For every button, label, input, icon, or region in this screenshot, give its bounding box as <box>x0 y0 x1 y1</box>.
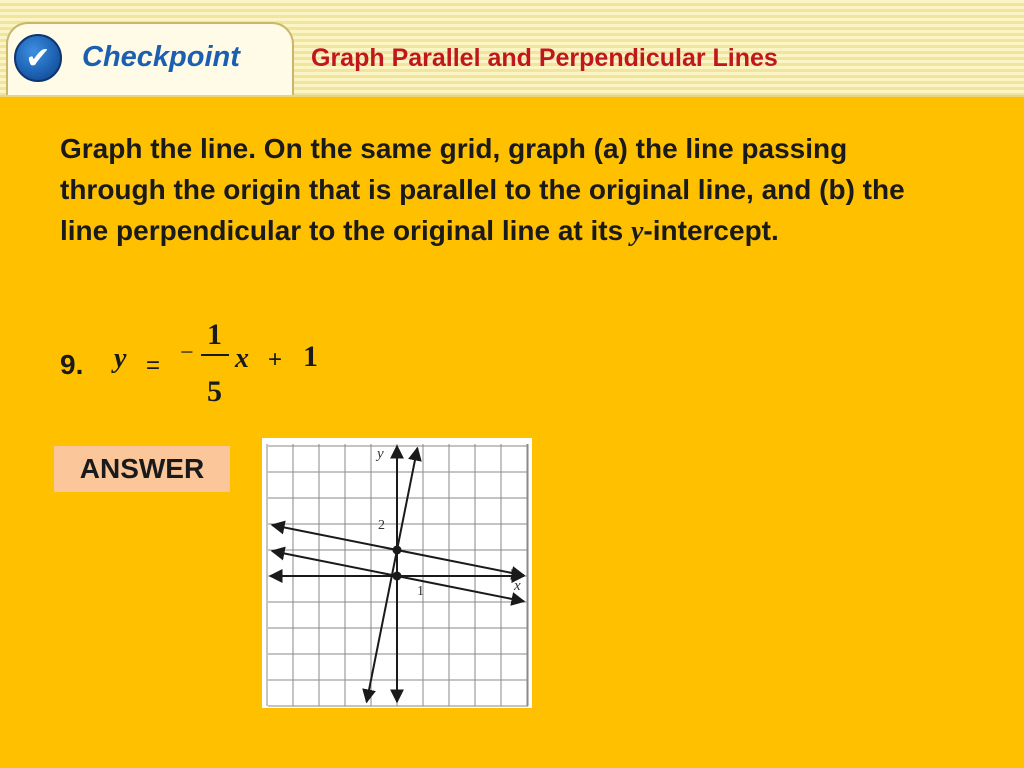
x-axis-label: x <box>514 578 521 594</box>
equation-constant: 1 <box>303 340 318 373</box>
equation-lhs: y <box>114 343 127 374</box>
problem-text-variable: y <box>630 216 644 247</box>
problem-instructions <box>60 128 940 252</box>
problem-text-main: Graph the line. On the same grid, graph (a) the line passing through the origin that is parallel to the original line, and (b) the line perpendicular to the original line at its <box>60 133 905 246</box>
intercept-point <box>393 572 402 581</box>
problem-text-end: -intercept. <box>643 215 779 246</box>
answer-graph <box>262 438 532 708</box>
equation-equals: = <box>146 352 161 379</box>
equation-plus: + <box>268 346 283 373</box>
fraction-bar <box>201 354 229 356</box>
equation-sign: − <box>180 340 194 366</box>
problem-number: 9. <box>60 349 84 380</box>
x-tick-label: 1 <box>417 584 424 599</box>
y-tick-label: 2 <box>378 518 385 533</box>
intercept-point <box>393 546 402 555</box>
y-axis-label: y <box>377 446 384 462</box>
answer-button[interactable]: ANSWER <box>54 446 230 492</box>
equation-numerator: 1 <box>207 318 222 351</box>
slide-title: Graph Parallel and Perpendicular Lines <box>311 44 778 72</box>
graph-canvas <box>262 438 532 708</box>
equation-denominator: 5 <box>207 375 222 408</box>
checkmark-icon: ✔ <box>14 34 62 82</box>
checkpoint-label: Checkpoint <box>82 41 240 73</box>
equation-variable: x <box>235 343 249 374</box>
